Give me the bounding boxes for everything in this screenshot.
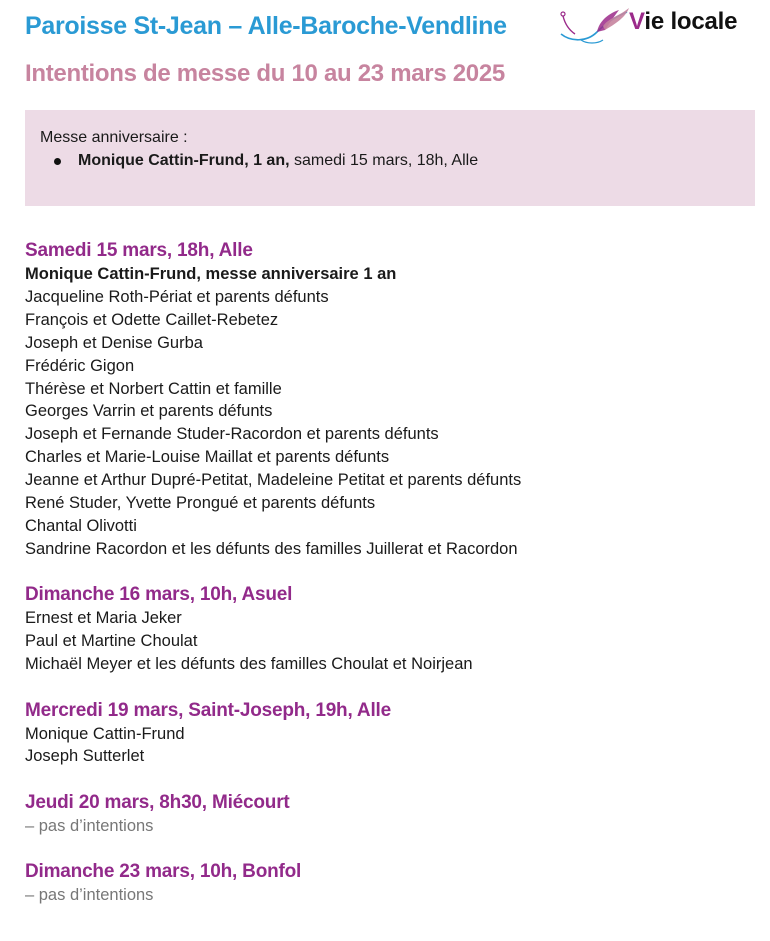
- parish-title: Paroisse St-Jean – Alle-Baroche-Vendline: [25, 12, 507, 40]
- vie-locale-logo: [557, 4, 747, 48]
- mass-section-sunday-bonfol: [25, 860, 765, 907]
- dove-icon: [557, 4, 635, 48]
- intention-line: Joseph Sutterlet: [25, 747, 145, 766]
- intention-line: Paul et Martine Choulat: [25, 632, 198, 651]
- intention-line: François et Odette Caillet-Rebetez: [25, 310, 279, 329]
- intention-line: Ernest et Maria Jeker: [25, 609, 182, 628]
- mass-intentions: [25, 239, 765, 930]
- logo-accent-letter: V: [629, 8, 645, 35]
- intention-line: Monique Cattin-Frund: [25, 724, 185, 743]
- intention-line: Chantal Olivotti: [25, 516, 137, 535]
- no-intentions-note: – pas d’intentions: [25, 816, 154, 835]
- intention-line: Michaël Meyer et les défunts des familles Choulat et Noirjean: [25, 655, 473, 674]
- anniversary-list: [40, 149, 755, 172]
- intention-line: Frédéric Gigon: [25, 356, 135, 375]
- anniversary-label: Messe anniversaire :: [40, 129, 188, 146]
- mass-title: Samedi 15 mars, 18h, Alle: [25, 240, 253, 261]
- intention-line: Thérèse et Norbert Cattin et famille: [25, 379, 282, 398]
- mass-title: Dimanche 16 mars, 10h, Asuel: [25, 584, 293, 606]
- mass-title: Jeudi 20 mars, 8h30, Miécourt: [25, 791, 290, 813]
- anniversary-details: samedi 15 mars, 18h, Alle: [289, 152, 479, 169]
- intention-line: Georges Varrin et parents défunts: [25, 402, 273, 421]
- anniversary-intention: Monique Cattin-Frund, messe anniversaire 1 an: [25, 265, 397, 283]
- mass-section-wednesday: [25, 699, 765, 769]
- intention-line: Sandrine Racordon et les défunts des familles Juillerat et Racordon: [25, 539, 518, 558]
- intention-line: René Studer, Yvette Prongué et parents défunts: [25, 494, 376, 513]
- intention-line: Joseph et Denise Gurba: [25, 333, 203, 352]
- intention-line: Joseph et Fernande Studer-Racordon et parents défunts: [25, 425, 439, 444]
- page-subtitle: Intentions de messe du 10 au 23 mars 2025: [25, 60, 505, 87]
- intention-line: Jeanne et Arthur Dupré-Petitat, Madeleine Petitat et parents défunts: [25, 471, 522, 490]
- page-header: [25, 10, 755, 50]
- anniversary-box: [25, 110, 755, 206]
- mass-section-sunday-asuel: [25, 583, 765, 676]
- intention-line: Charles et Marie-Louise Maillat et parents défunts: [25, 448, 390, 467]
- mass-section-thursday: [25, 791, 765, 838]
- anniversary-item: [78, 149, 755, 172]
- logo-rest: ie locale: [644, 8, 738, 35]
- no-intentions-note: – pas d’intentions: [25, 886, 154, 905]
- intention-line: Jacqueline Roth-Périat et parents défunts: [25, 287, 329, 306]
- mass-title: Mercredi 19 mars, Saint-Joseph, 19h, Alle: [25, 699, 391, 721]
- anniversary-name: Monique Cattin-Frund, 1 an,: [78, 152, 290, 169]
- mass-section-saturday: [25, 239, 765, 561]
- mass-title: Dimanche 23 mars, 10h, Bonfol: [25, 861, 302, 883]
- logo-text: [629, 8, 737, 36]
